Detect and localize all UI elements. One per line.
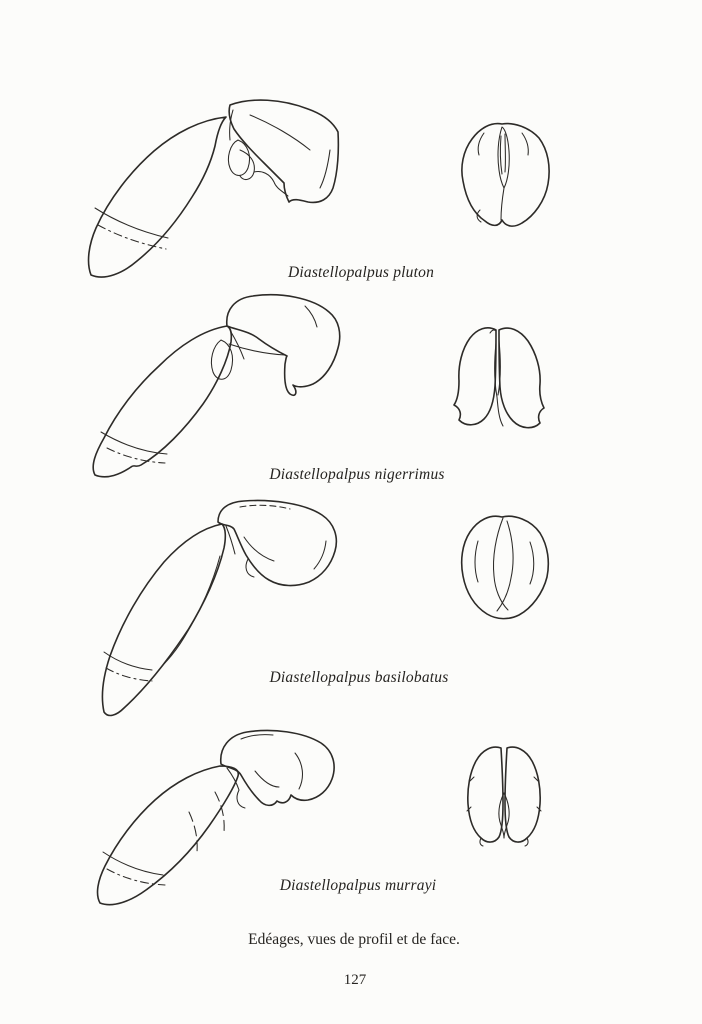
- species-label-pluton: Diastellopalpus pluton: [287, 264, 435, 281]
- aedeagus-face-drawing-murrayi: [460, 743, 548, 849]
- aedeagus-profile-drawing-pluton: [62, 92, 342, 284]
- aedeagus-profile-drawing-nigerrimus: [77, 286, 345, 484]
- aedeagus-face-drawing-nigerrimus: [450, 323, 545, 435]
- aedeagus-face-drawing-basilobatus: [458, 512, 550, 624]
- page-number: 127: [343, 972, 367, 988]
- plate-caption: Edéages, vues de profil et de face.: [248, 931, 460, 948]
- aedeagus-face-drawing-pluton: [457, 119, 552, 233]
- species-label-nigerrimus: Diastellopalpus nigerrimus: [269, 466, 445, 483]
- species-label-basilobatus: Diastellopalpus basilobatus: [269, 669, 449, 686]
- aedeagus-profile-drawing-basilobatus: [92, 498, 346, 724]
- species-label-murrayi: Diastellopalpus murrayi: [279, 877, 437, 894]
